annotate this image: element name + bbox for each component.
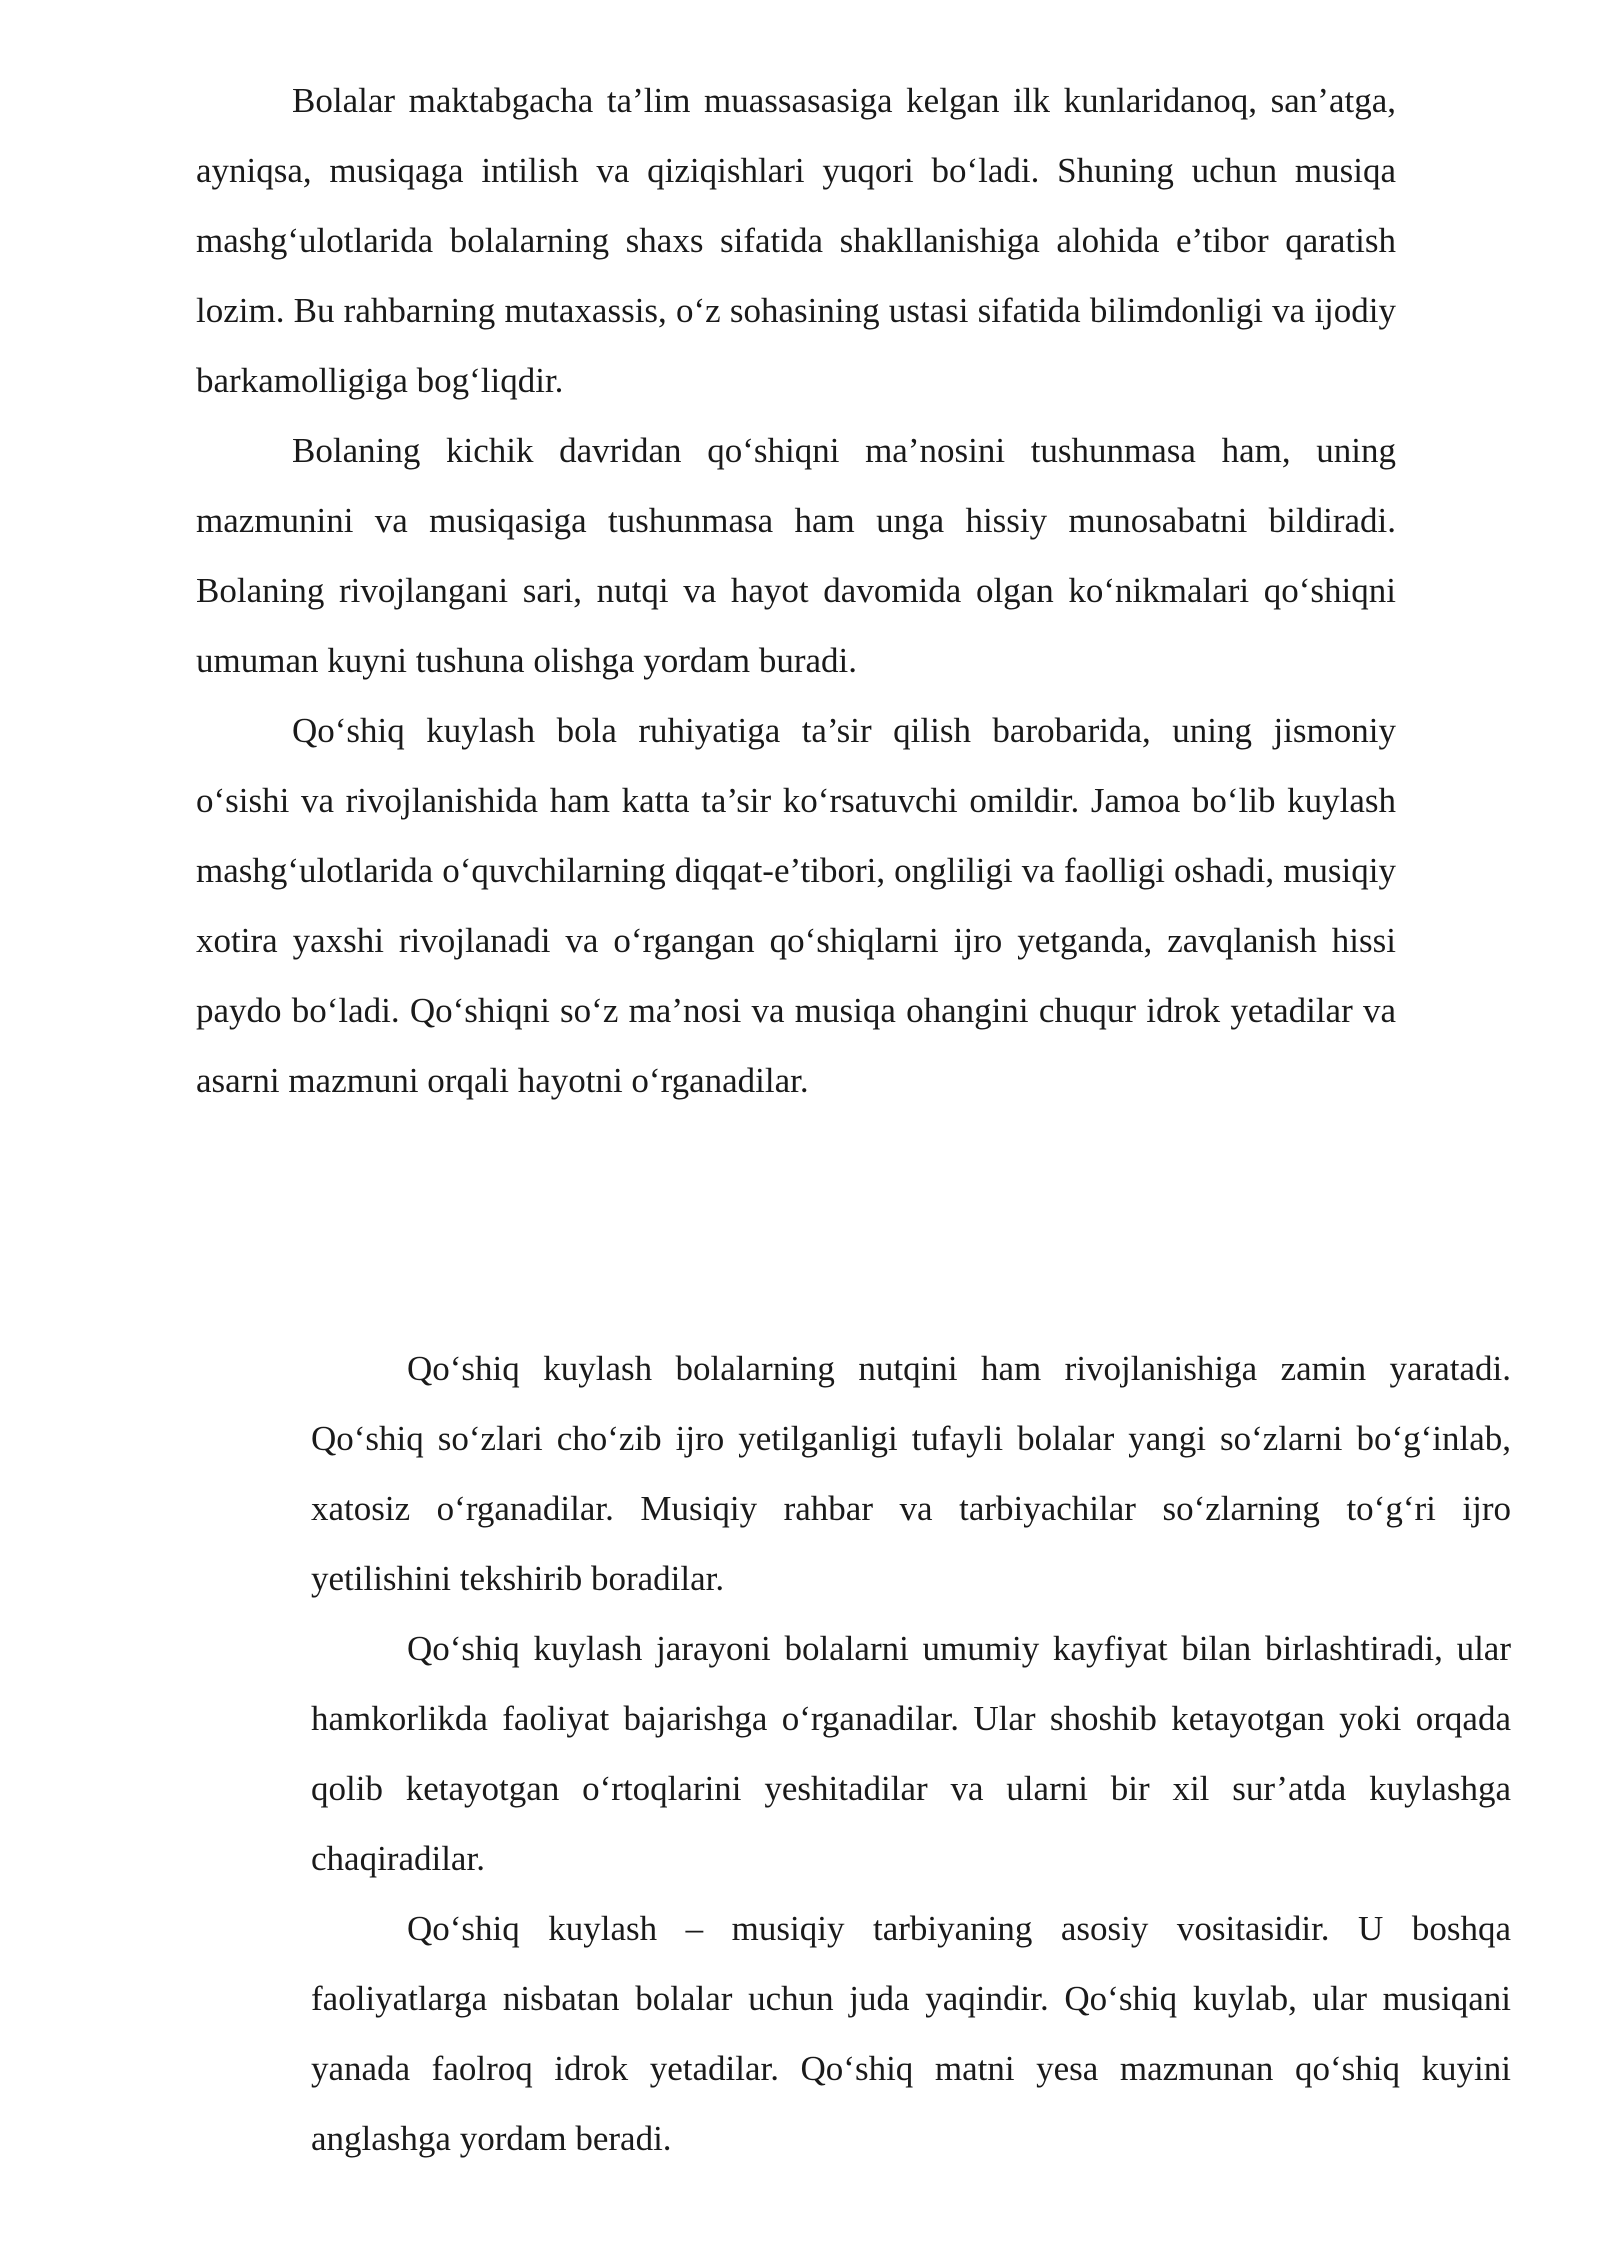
paragraph: Bolalar maktabgacha ta’lim muassasasiga kelgan ilk kunlaridanoq, san’atga, ayniqsa, musiqaga intilish va qiziqishlari yuqori bo‘ladi. Shuning uchun musiqa mashg‘ulotlarida bolalarning shaxs sifatida shakllanishiga alohida e’tibor qaratish lozim. Bu rahbarning mutaxassis, o‘z sohasining ustasi sifatida bilimdonligi va ijodiy barkamolligiga bog‘liqdir. bbox=[196, 81, 1396, 400]
text-block-lower bbox=[311, 1334, 1511, 2174]
paragraph: Qo‘shiq kuylash – musiqiy tarbiyaning asosiy vositasidir. U boshqa faoliyatlarga nisbatan bolalar uchun juda yaqindir. Qo‘shiq kuylab, ular musiqani yanada faolroq idrok yetadilar. Qo‘shiq matni yesa mazmunan qo‘shiq kuyini anglashga yordam beradi. bbox=[311, 1909, 1511, 2158]
paragraph: Qo‘shiq kuylash bolalarning nutqini ham rivojlanishiga zamin yaratadi. Qo‘shiq so‘zlari cho‘zib ijro yetilganligi tufayli bolalar yangi so‘zlarni bo‘g‘inlab, xatosiz o‘rganadilar. Musiqiy rahbar va tarbiyachilar so‘zlarning to‘g‘ri ijro yetilishini tekshirib boradilar. bbox=[311, 1349, 1511, 1598]
paragraph: Bolaning kichik davridan qo‘shiqni ma’nosini tushunmasa ham, uning mazmunini va musiqasiga tushunmasa ham unga hissiy munosabatni bildiradi. Bolaning rivojlangani sari, nutqi va hayot davomida olgan ko‘nikmalari qo‘shiqni umuman kuyni tushuna olishga yordam buradi. bbox=[196, 431, 1396, 680]
paragraph: Qo‘shiq kuylash bola ruhiyatiga ta’sir qilish barobarida, uning jismoniy o‘sishi va rivojlanishida ham katta ta’sir ko‘rsatuvchi omildir. Jamoa bo‘lib kuylash mashg‘ulotlarida o‘quvchilarning diqqat-e’tibori, ongliligi va faolligi oshadi, musiqiy xotira yaxshi rivojlanadi va o‘rgangan qo‘shiqlarni ijro yetganda, zavqlanish hissi paydo bo‘ladi. Qo‘shiqni so‘z ma’nosi va musiqa ohangini chuqur idrok yetadilar va asarni mazmuni orqali hayotni o‘rganadilar. bbox=[196, 711, 1396, 1100]
paragraph: Qo‘shiq kuylash jarayoni bolalarni umumiy kayfiyat bilan birlashtiradi, ular hamkorlikda faoliyat bajarishga o‘rganadilar. Ular shoshib ketayotgan yoki orqada qolib ketayotgan o‘rtoqlarini yeshitadilar va ularni bir xil sur’atda kuylashga chaqiradilar. bbox=[311, 1629, 1511, 1878]
text-block-upper bbox=[196, 66, 1396, 1116]
